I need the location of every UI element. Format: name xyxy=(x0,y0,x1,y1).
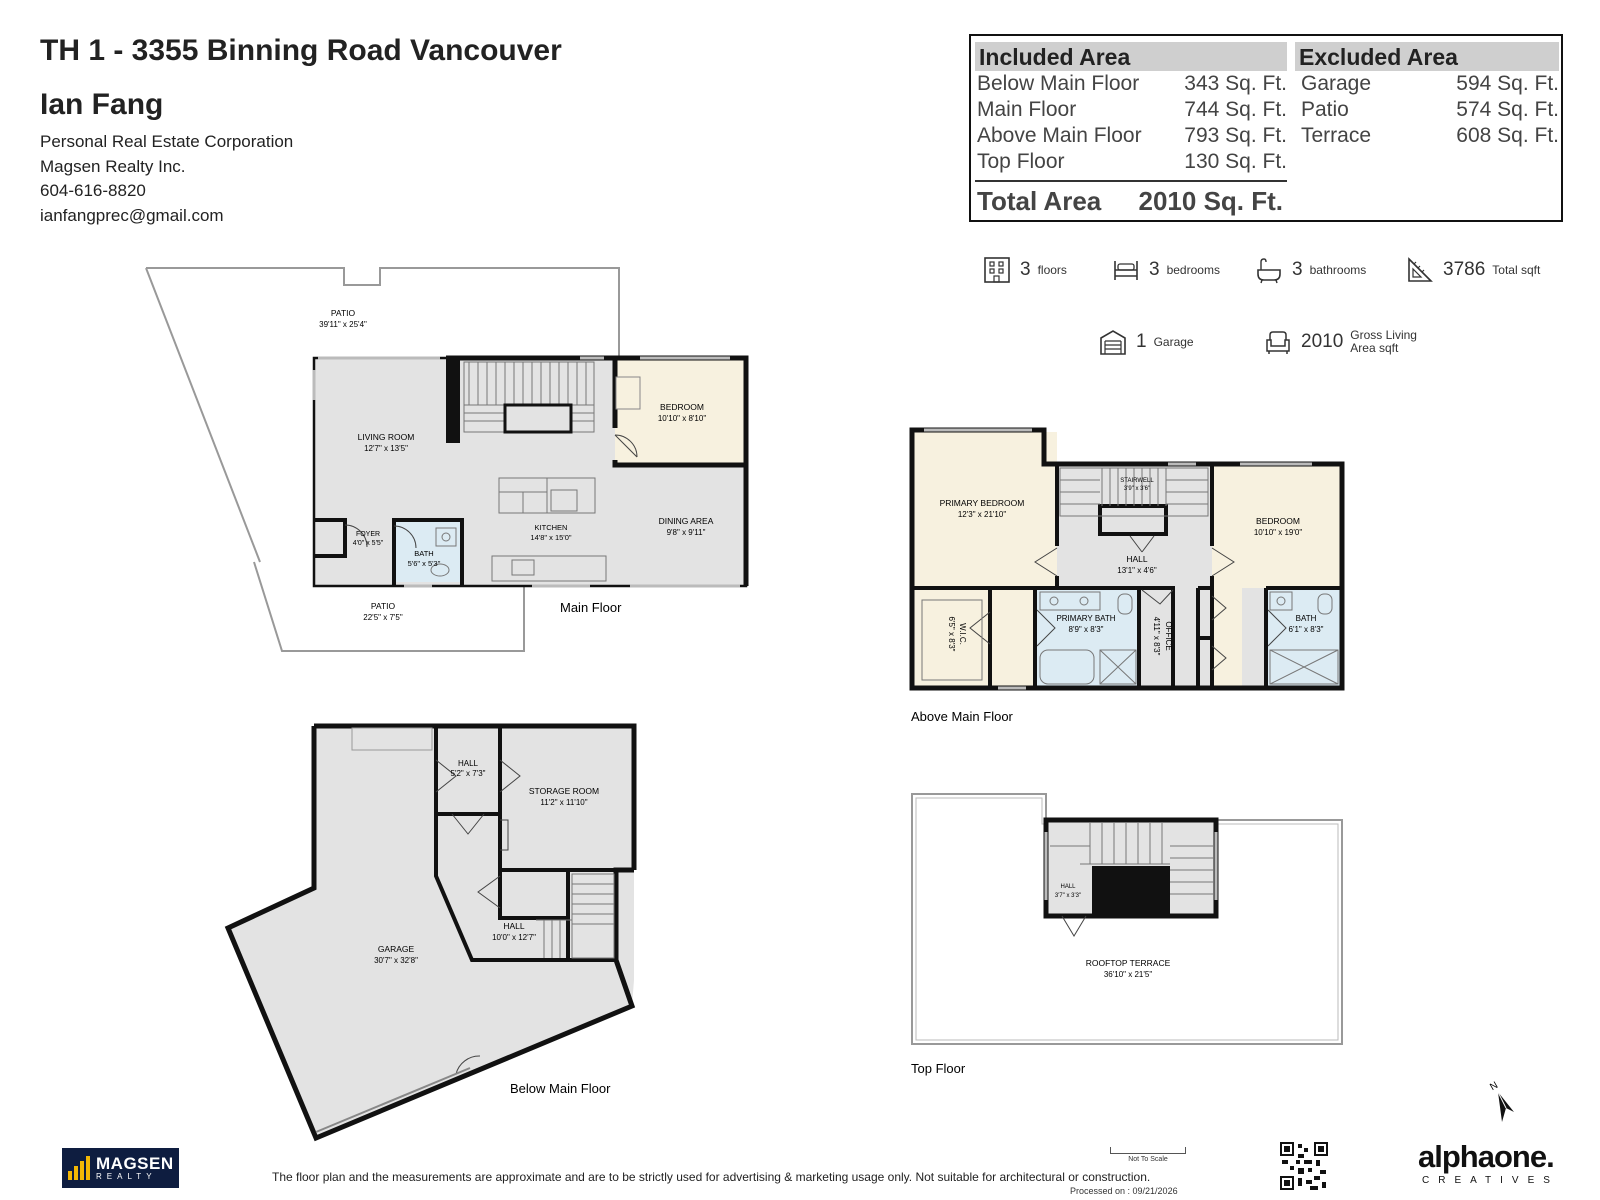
agent-phone[interactable]: 604-616-8820 xyxy=(40,181,146,200)
agent-company: Magsen Realty Inc. xyxy=(40,156,186,176)
patio-outline xyxy=(146,268,260,562)
processed-date: Processed on : 09/21/2026 xyxy=(1070,1186,1178,1196)
room-name: W.I.C. xyxy=(958,623,967,645)
room-name: HALL xyxy=(1060,884,1076,890)
area-row-value: 744 Sq. Ft. xyxy=(1184,98,1287,121)
room-dims: 8'9" x 8'3" xyxy=(1068,625,1104,634)
stair-landing xyxy=(505,405,571,432)
room-name: HALL xyxy=(457,759,479,768)
included-area-heading: Included Area xyxy=(975,42,1287,71)
wall-column xyxy=(446,358,460,443)
door-swing xyxy=(1062,916,1086,936)
qr-code-icon[interactable] xyxy=(1280,1142,1328,1190)
above-main-floor-plan xyxy=(911,430,1342,724)
stat-garage-value: 1 xyxy=(1136,331,1147,352)
room-dims: 3'7" x 3'3" xyxy=(1054,893,1082,899)
stat-floors-value: 3 xyxy=(1020,259,1031,280)
room-dims: 22'5" x 7'5" xyxy=(363,613,403,622)
area-row-label: Garage xyxy=(1301,72,1372,95)
logo-text: alphaone. xyxy=(1418,1139,1554,1174)
stat-bedrooms-label: bedrooms xyxy=(1166,262,1220,277)
room-name: STORAGE ROOM xyxy=(528,786,600,796)
room-name: KITCHEN xyxy=(534,523,568,532)
top-floor-label: Top Floor xyxy=(911,1061,966,1076)
agent-email[interactable]: ianfangprec@gmail.com xyxy=(40,205,224,225)
room-dims: 10'10" x 8'10" xyxy=(657,414,707,423)
area-row-label: Below Main Floor xyxy=(977,72,1140,95)
room-name: PRIMARY BEDROOM xyxy=(939,498,1025,508)
total-area-value: 2010 Sq. Ft. xyxy=(1138,186,1283,216)
north-arrow-icon xyxy=(1486,1078,1526,1128)
room-name: GARAGE xyxy=(377,944,415,954)
room-dims: 9'8" x 9'11" xyxy=(666,528,706,537)
stat-total-sqft-label: Total sqft xyxy=(1492,262,1541,277)
area-row-label: Top Floor xyxy=(977,150,1065,173)
area-row-label: Patio xyxy=(1301,98,1349,121)
north-label: N xyxy=(1488,1079,1501,1094)
room-dims: 5'6" x 5'3" xyxy=(407,559,441,568)
bedroom-fill xyxy=(1212,588,1242,686)
stat-bathrooms-value: 3 xyxy=(1292,259,1303,280)
area-row-value: 594 Sq. Ft. xyxy=(1456,72,1559,95)
room-name: HALL xyxy=(503,921,525,931)
below-main-floor-plan xyxy=(228,726,634,1138)
agent-name: Ian Fang xyxy=(40,88,164,121)
room-name: PRIMARY BATH xyxy=(1056,614,1116,623)
patio-outline xyxy=(146,268,619,358)
page-title: TH 1 - 3355 Binning Road Vancouver xyxy=(40,34,562,67)
disclaimer: The floor plan and the measurements are approximate and are to be strictly used for advertising & marketing usage only. Not suitable for architectural or construction. xyxy=(272,1170,1151,1184)
room-name: PATIO xyxy=(330,308,356,318)
primary-bedroom-fill xyxy=(990,588,1036,686)
stat-total-sqft-value: 3786 xyxy=(1443,259,1486,280)
room-name: BATH xyxy=(1295,614,1317,623)
room-dims: 6'1" x 8'3" xyxy=(1288,625,1324,634)
room-name: BEDROOM xyxy=(1256,516,1300,526)
logo-subtext: CREATIVES xyxy=(1422,1175,1559,1186)
room-name: OFFICE xyxy=(1164,621,1173,651)
room-dims: 12'3" x 21'10" xyxy=(957,510,1007,519)
total-area-label: Total Area xyxy=(977,186,1102,216)
stat-bathrooms-label: bathrooms xyxy=(1309,262,1367,277)
room-dims: 5'2" x 7'3" xyxy=(450,769,486,778)
area-row-value: 130 Sq. Ft. xyxy=(1184,150,1287,173)
area-row-label: Terrace xyxy=(1301,124,1372,147)
stat-garage-label: Garage xyxy=(1153,334,1194,349)
room-dims: 36'10" x 21'5" xyxy=(1103,970,1153,979)
room-dims: 3'9" x 3'6" xyxy=(1123,486,1151,492)
room-dims: 4'11" x 8'3" xyxy=(1152,616,1161,656)
scale-note: Not To Scale xyxy=(1110,1153,1186,1163)
room-dims: 14'8" x 15'0" xyxy=(530,533,572,542)
closet xyxy=(616,377,640,409)
room-dims: 10'0" x 12'7" xyxy=(492,933,536,942)
logo-subtext: REALTY xyxy=(96,1171,157,1181)
stat-gross-living-label-line1: Gross Living xyxy=(1350,328,1417,342)
room-name: BATH xyxy=(414,549,434,558)
stat-bedrooms-value: 3 xyxy=(1149,259,1160,280)
main-floor-plan xyxy=(146,268,746,651)
area-row-label: Main Floor xyxy=(977,98,1077,121)
logo-text: MAGSEN xyxy=(96,1153,174,1173)
room-dims: 10'10" x 19'0" xyxy=(1253,528,1303,537)
room-dims: 11'2" x 11'10" xyxy=(540,798,588,807)
room-name: LIVING ROOM xyxy=(357,432,415,442)
agent-title: Personal Real Estate Corporation xyxy=(40,132,294,151)
area-row-value: 608 Sq. Ft. xyxy=(1456,124,1559,147)
stair-void xyxy=(1092,866,1170,916)
stair-landing xyxy=(1100,506,1166,534)
excluded-area-heading: Excluded Area xyxy=(1295,42,1559,71)
area-row-value: 343 Sq. Ft. xyxy=(1184,72,1287,95)
room-name: HALL xyxy=(1126,554,1148,564)
room-dims: 4'0" x 5'5" xyxy=(352,540,384,547)
room-name: STAIRWELL xyxy=(1120,478,1154,484)
room-dims: 12'7" x 13'5" xyxy=(364,444,408,453)
top-floor-plan xyxy=(911,794,1342,1076)
stat-gross-living-label-line2: Area sqft xyxy=(1350,341,1399,355)
area-row-value: 793 Sq. Ft. xyxy=(1184,124,1287,147)
room-name: FOYER xyxy=(355,531,381,538)
main-floor-label: Main Floor xyxy=(560,600,622,615)
room-dims: 6'5" x 8'3" xyxy=(947,616,956,652)
room-name: ROOFTOP TERRACE xyxy=(1085,958,1171,968)
area-row-label: Above Main Floor xyxy=(977,124,1142,147)
above-main-floor-label: Above Main Floor xyxy=(911,709,1013,724)
magsen-logo xyxy=(62,1148,179,1188)
room-name: PATIO xyxy=(370,601,396,611)
logo-bars-icon xyxy=(68,1156,92,1180)
bedroom-fill xyxy=(1212,466,1340,588)
stat-floors-label: floors xyxy=(1037,262,1067,277)
below-main-floor-label: Below Main Floor xyxy=(510,1081,611,1096)
room-name: DINING AREA xyxy=(658,516,714,526)
alphaone-logo xyxy=(1418,1140,1559,1188)
room-dims: 39'11" x 25'4" xyxy=(319,320,367,329)
area-row-value: 574 Sq. Ft. xyxy=(1456,98,1559,121)
room-dims: 30'7" x 32'8" xyxy=(374,956,418,965)
room-name: BEDROOM xyxy=(660,402,704,412)
room-dims: 13'1" x 4'6" xyxy=(1117,566,1157,575)
stat-gross-living-value: 2010 xyxy=(1301,331,1344,352)
